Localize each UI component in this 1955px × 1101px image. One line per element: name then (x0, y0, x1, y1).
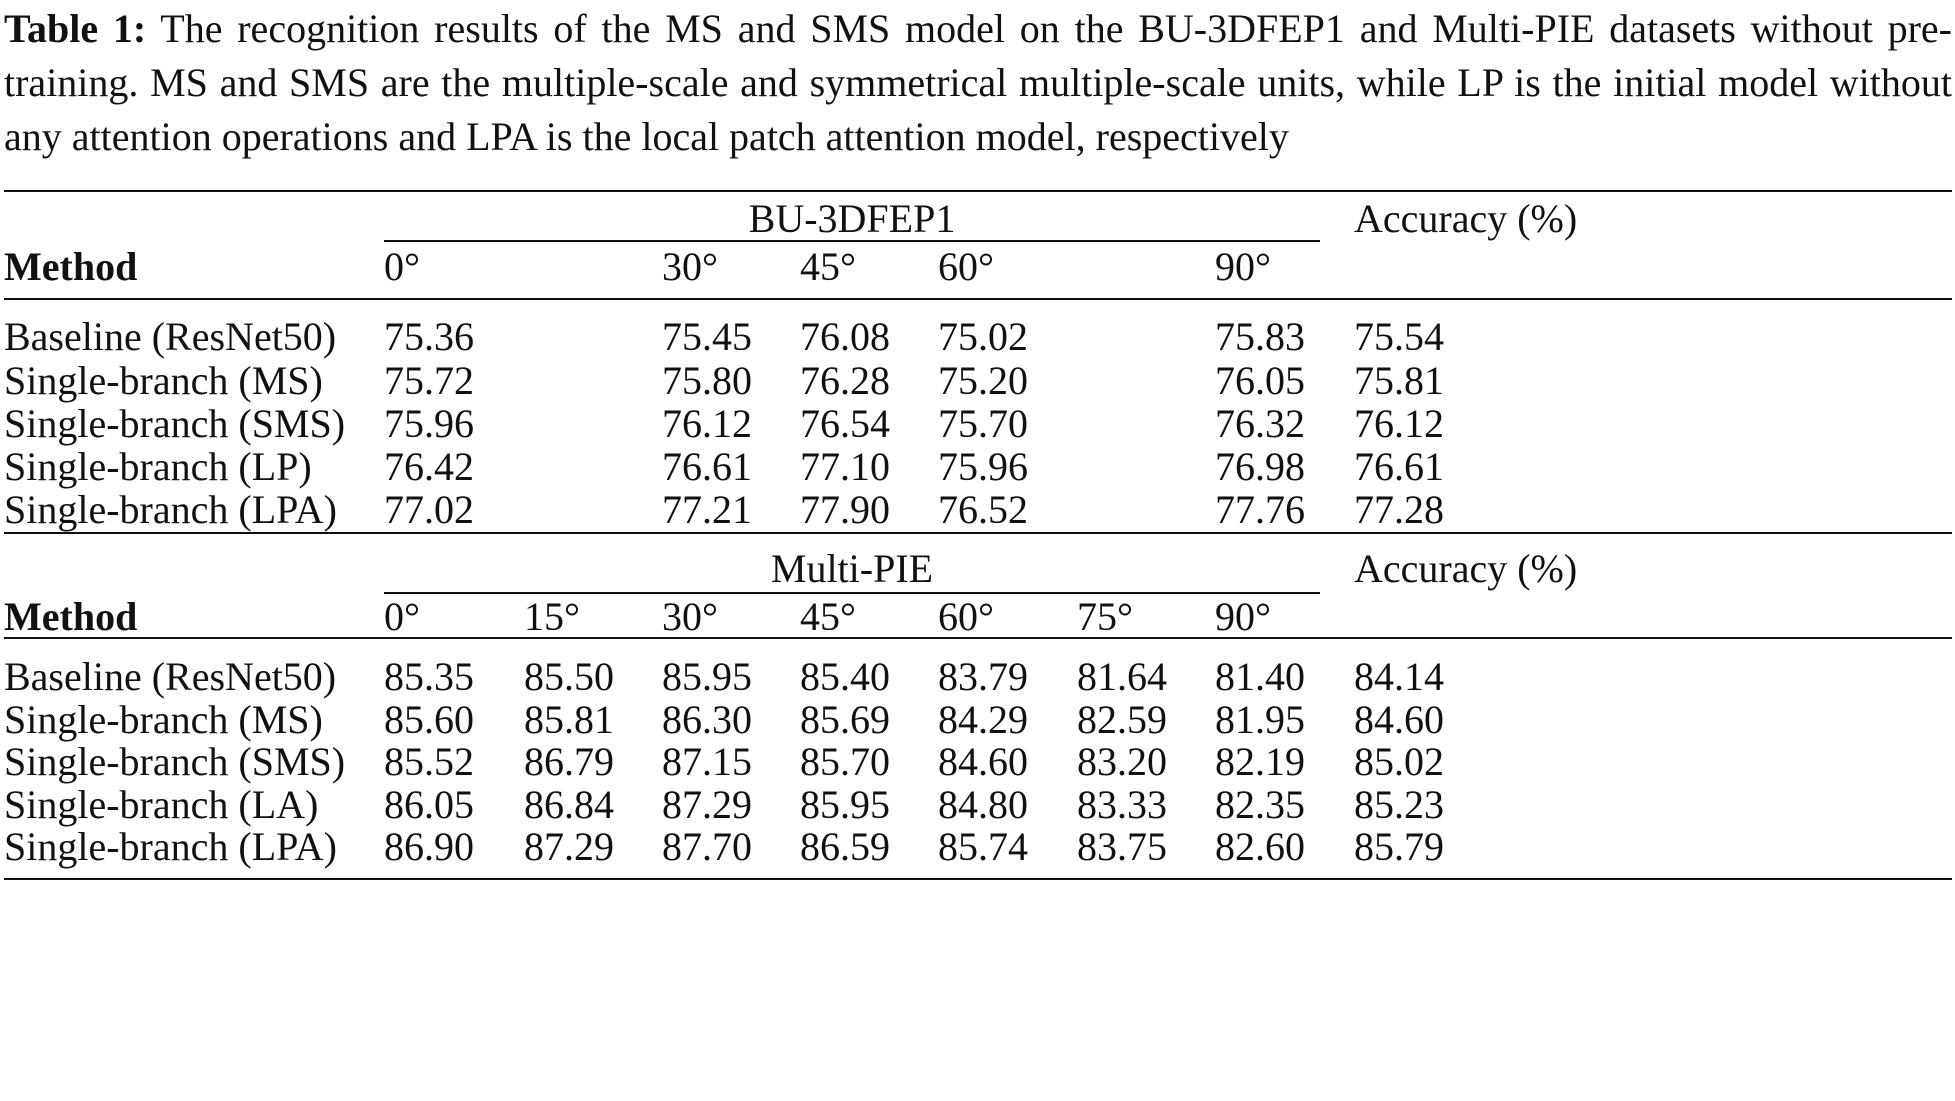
method-cell: Single-branch (MS) (4, 358, 323, 403)
value-cell: 83.33 (1077, 782, 1167, 827)
value-cell: 76.54 (800, 401, 890, 446)
value-cell: 75.96 (384, 401, 474, 446)
value-cell: 77.21 (662, 487, 752, 532)
value-cell: 75.72 (384, 358, 474, 403)
value-cell: 85.50 (524, 654, 614, 699)
value-cell: 81.95 (1215, 697, 1305, 742)
accuracy-cell: 75.54 (1354, 314, 1444, 359)
value-cell: 75.96 (938, 444, 1028, 489)
value-cell: 75.80 (662, 358, 752, 403)
accuracy-cell: 85.02 (1354, 739, 1444, 784)
value-cell: 86.05 (384, 782, 474, 827)
value-cell: 77.02 (384, 487, 474, 532)
value-cell: 87.29 (524, 824, 614, 869)
angle-header-cell: 0° (384, 594, 420, 639)
value-cell: 75.70 (938, 401, 1028, 446)
value-cell: 85.40 (800, 654, 890, 699)
accuracy-cell: 76.61 (1354, 444, 1444, 489)
angle-header-cell: 0° (384, 244, 420, 289)
accuracy-cell: 75.81 (1354, 358, 1444, 403)
value-cell: 76.42 (384, 444, 474, 489)
angle-header-cell: 60° (938, 244, 994, 289)
value-cell: 86.30 (662, 697, 752, 742)
value-cell: 87.29 (662, 782, 752, 827)
value-cell: 75.36 (384, 314, 474, 359)
value-cell: 81.40 (1215, 654, 1305, 699)
dataset-title: BU-3DFEP1 (748, 196, 956, 241)
value-cell: 76.52 (938, 487, 1028, 532)
accuracy-header: Accuracy (%) (1354, 196, 1578, 241)
accuracy-cell: 85.79 (1354, 824, 1444, 869)
accuracy-cell: 85.23 (1354, 782, 1444, 827)
accuracy-cell: 84.14 (1354, 654, 1444, 699)
value-cell: 85.95 (662, 654, 752, 699)
caption-label: Table 1: (4, 6, 147, 51)
value-cell: 76.12 (662, 401, 752, 446)
value-cell: 86.90 (384, 824, 474, 869)
value-cell: 85.60 (384, 697, 474, 742)
method-cell: Baseline (ResNet50) (4, 654, 337, 699)
value-cell: 75.20 (938, 358, 1028, 403)
angle-header-cell: 15° (524, 594, 580, 639)
header-rule-1 (4, 298, 1952, 300)
value-cell: 85.52 (384, 739, 474, 784)
value-cell: 76.32 (1215, 401, 1305, 446)
method-cell: Single-branch (LPA) (4, 824, 337, 869)
top-rule (4, 190, 1952, 192)
value-cell: 85.35 (384, 654, 474, 699)
method-cell: Single-branch (LA) (4, 782, 319, 827)
angle-header-cell: 45° (800, 594, 856, 639)
method-cell: Single-branch (LP) (4, 444, 312, 489)
value-cell: 77.10 (800, 444, 890, 489)
accuracy-header: Accuracy (%) (1354, 546, 1578, 591)
value-cell: 76.08 (800, 314, 890, 359)
value-cell: 83.79 (938, 654, 1028, 699)
value-cell: 85.69 (800, 697, 890, 742)
dataset-title: Multi-PIE (770, 546, 934, 591)
value-cell: 87.70 (662, 824, 752, 869)
method-cell: Baseline (ResNet50) (4, 314, 337, 359)
value-cell: 83.75 (1077, 824, 1167, 869)
method-cell: Single-branch (SMS) (4, 739, 346, 784)
value-cell: 76.61 (662, 444, 752, 489)
value-cell: 86.84 (524, 782, 614, 827)
table-caption (4, 2, 1952, 164)
value-cell: 75.45 (662, 314, 752, 359)
angle-header-cell: 90° (1215, 594, 1271, 639)
value-cell: 81.64 (1077, 654, 1167, 699)
value-cell: 85.95 (800, 782, 890, 827)
caption-text: The recognition results of the MS and SMS model on the BU-3DFEP1 and Multi-PIE datasets without pre-training. MS and SMS are the multiple-scale and symmetrical multiple-scale units, while LP is the initial model without any attention operations and LPA is the local patch attention model, respectively (4, 6, 1952, 159)
angle-header-cell: 90° (1215, 244, 1271, 289)
value-cell: 82.35 (1215, 782, 1305, 827)
value-cell: 85.74 (938, 824, 1028, 869)
value-cell: 75.83 (1215, 314, 1305, 359)
value-cell: 82.59 (1077, 697, 1167, 742)
accuracy-cell: 77.28 (1354, 487, 1444, 532)
value-cell: 84.29 (938, 697, 1028, 742)
value-cell: 87.15 (662, 739, 752, 784)
value-cell: 77.90 (800, 487, 890, 532)
method-cell: Single-branch (SMS) (4, 401, 346, 446)
value-cell: 82.19 (1215, 739, 1305, 784)
accuracy-cell: 76.12 (1354, 401, 1444, 446)
value-cell: 82.60 (1215, 824, 1305, 869)
value-cell: 76.98 (1215, 444, 1305, 489)
value-cell: 84.80 (938, 782, 1028, 827)
method-cell: Single-branch (MS) (4, 697, 323, 742)
accuracy-cell: 84.60 (1354, 697, 1444, 742)
value-cell: 75.02 (938, 314, 1028, 359)
value-cell: 85.81 (524, 697, 614, 742)
angle-header-cell: 30° (662, 594, 718, 639)
value-cell: 86.79 (524, 739, 614, 784)
value-cell: 86.59 (800, 824, 890, 869)
angle-header-cell: 75° (1077, 594, 1133, 639)
angle-header-cell: 30° (662, 244, 718, 289)
value-cell: 84.60 (938, 739, 1028, 784)
angle-header-cell: 45° (800, 244, 856, 289)
method-cell: Single-branch (LPA) (4, 487, 337, 532)
value-cell: 76.28 (800, 358, 890, 403)
method-header: Method (4, 244, 138, 289)
value-cell: 76.05 (1215, 358, 1305, 403)
method-header: Method (4, 594, 138, 639)
value-cell: 77.76 (1215, 487, 1305, 532)
angle-header-cell: 60° (938, 594, 994, 639)
bottom-rule (4, 878, 1952, 880)
value-cell: 83.20 (1077, 739, 1167, 784)
value-cell: 85.70 (800, 739, 890, 784)
